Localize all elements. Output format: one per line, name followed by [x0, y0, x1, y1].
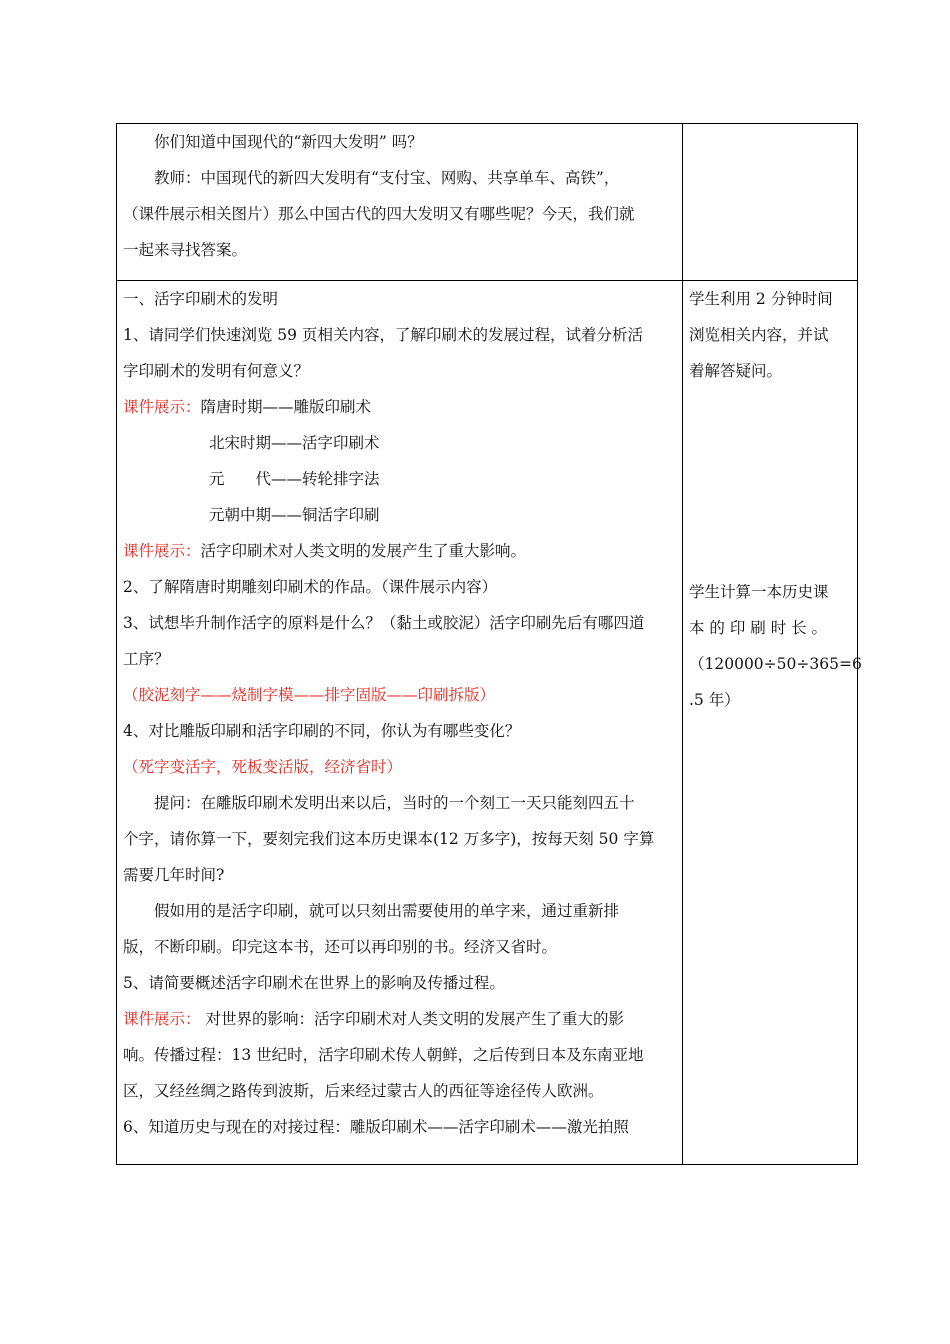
calculation-note: .5 年） — [689, 691, 740, 709]
intro-row — [117, 124, 858, 281]
question-3-answer: （胶泥刻字——烧制字模——排字固版——印刷拆版） — [123, 686, 496, 704]
supplement-text: 版，不断印刷。印完这本书，还可以再印别的书。经济又省时。 — [123, 938, 558, 956]
courseware-text: 活字印刷术对人类文明的发展产生了重大影响。 — [200, 542, 527, 560]
content-row — [117, 281, 858, 1165]
courseware-label: 课件展示： — [123, 542, 201, 560]
timeline-item — [123, 389, 676, 425]
question-1: 1、请同学们快速浏览 59 页相关内容，了解印刷术的发展过程，试着分析活 — [123, 326, 643, 344]
student-activity-cell — [683, 281, 862, 1165]
question-3-cont: 工序？ — [123, 650, 170, 668]
intro-text-line: （课件展示相关图片）那么中国古代的四大发明又有哪些呢？今天，我们就 — [123, 205, 635, 223]
content-cell — [117, 281, 683, 1165]
supplement-text: 假如用的是活字印刷，就可以只刻出需要使用的单字来，通过重新排 — [154, 902, 620, 920]
courseware-text: 对世界的影响：活字印刷术对人类文明的发展产生了重大的影 — [200, 1010, 624, 1028]
courseware-note — [123, 1001, 676, 1037]
student-note: 学生计算一本历史课 — [689, 583, 829, 601]
intro-cell — [117, 124, 683, 281]
student-note: 本 的 印 刷 时 长 。 — [689, 619, 828, 637]
spacer — [689, 389, 851, 574]
calculation-note: （120000÷50÷365=6 — [689, 655, 862, 673]
question-3: 3、试想毕升制作活字的原料是什么？（黏土或胶泥）活字印刷先后有哪四道 — [123, 614, 645, 632]
timeline-item: 元 代——转轮排字法 — [209, 470, 380, 488]
question-5: 5、请简要概述活字印刷术在世界上的影响及传播过程。 — [123, 974, 505, 992]
question-6: 6、知道历史与现在的对接过程：雕版印刷术——活字印刷术——激光拍照 — [123, 1118, 629, 1136]
question-2: 2、了解隋唐时期雕刻印刷术的作品。（课件展示内容） — [123, 578, 498, 596]
prompt-text: 个字，请你算一下，要刻完我们这本历史课本(12 万多字)，按每天刻 50 字算 — [123, 830, 655, 848]
section-heading: 一、活字印刷术的发明 — [123, 290, 279, 308]
timeline-item: 元朝中期——铜活字印刷 — [209, 506, 380, 524]
question-1-cont: 字印刷术的发明有何意义？ — [123, 362, 310, 380]
courseware-text-line: 响。传播过程：13 世纪时，活字印刷术传人朝鲜，之后传到日本及东南亚地 — [123, 1046, 644, 1064]
student-note: 着解答疑问。 — [689, 362, 783, 380]
timeline-item: 北宋时期——活字印刷术 — [209, 434, 380, 452]
intro-text-line: 一起来寻找答案。 — [123, 241, 248, 259]
intro-question: 你们知道中国现代的“新四大发明” 吗？ — [154, 133, 423, 151]
courseware-note — [123, 533, 676, 569]
teacher-statement: 教师：中国现代的新四大发明有“支付宝、网购、共享单车、高铁”， — [154, 169, 620, 187]
student-note: 学生利用 2 分钟时间 — [689, 290, 833, 308]
prompt-text: 需要几年时间? — [123, 866, 225, 884]
question-4-answer: （死字变活字，死板变活版，经济省时） — [123, 758, 403, 776]
lesson-plan-table — [116, 123, 862, 1165]
courseware-text-line: 区，又经丝绸之路传到波斯，后来经过蒙古人的西征等途径传人欧洲。 — [123, 1082, 604, 1100]
courseware-label: 课件展示： — [123, 1010, 201, 1028]
prompt-text: 提问：在雕版印刷术发明出来以后，当时的一个刻工一天只能刻四五十 — [154, 794, 635, 812]
student-note: 浏览相关内容，并试 — [689, 326, 829, 344]
question-4: 4、对比雕版印刷和活字印刷的不同，你认为有哪些变化？ — [123, 722, 521, 740]
courseware-label: 课件展示： — [123, 398, 201, 416]
timeline-text: 隋唐时期——雕版印刷术 — [200, 398, 372, 416]
intro-side-cell — [683, 124, 858, 281]
